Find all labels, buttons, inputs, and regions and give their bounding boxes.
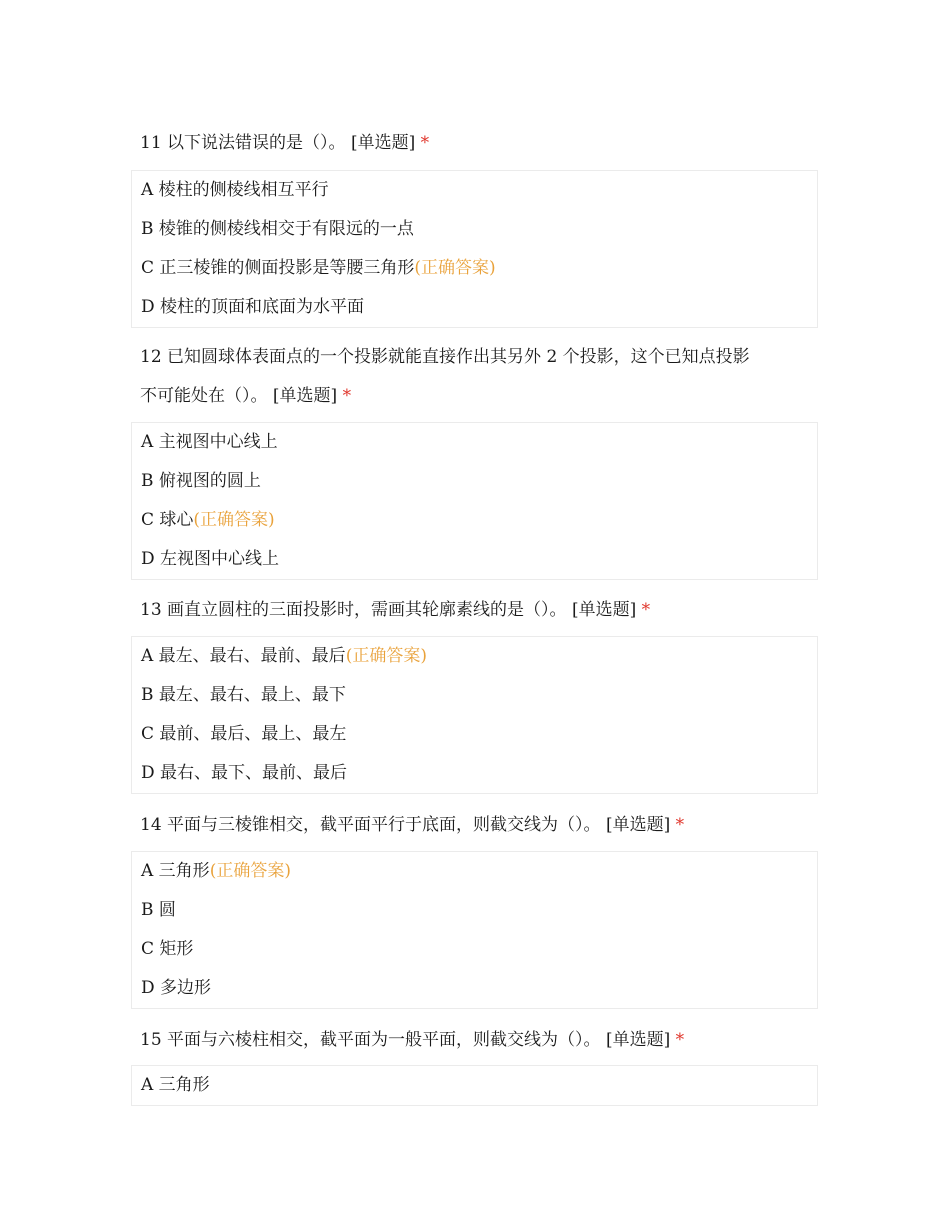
options-box <box>131 422 818 580</box>
correct-answer-mark: (正确答案) <box>209 861 291 881</box>
question-type: [单选题] <box>571 600 637 620</box>
options-box <box>131 851 818 1009</box>
required-mark: * <box>342 386 352 406</box>
question-title: 14 平面与三棱锥相交，截平面平行于底面，则截交线为（）。 [单选题] * <box>140 815 685 835</box>
option-c[interactable]: C 正三棱锥的侧面投影是等腰三角形(正确答案) <box>141 258 496 278</box>
option-d[interactable]: D 最右、最下、最前、最后 <box>141 763 348 783</box>
option-b[interactable]: B 最左、最右、最上、最下 <box>141 685 346 705</box>
options-box <box>131 170 818 328</box>
option-b[interactable]: B 棱锥的侧棱线相交于有限远的一点 <box>141 219 414 239</box>
question-title: 15 平面与六棱柱相交，截平面为一般平面，则截交线为（）。 [单选题] * <box>140 1030 685 1050</box>
option-a[interactable]: A 三角形 <box>141 1075 210 1095</box>
required-mark: * <box>420 133 430 153</box>
correct-answer-mark: (正确答案) <box>414 258 496 278</box>
question-type: [单选题] <box>605 815 671 835</box>
question-11 <box>140 124 820 317</box>
correct-answer-mark: (正确答案) <box>193 510 275 530</box>
correct-answer-mark: (正确答案) <box>345 646 427 666</box>
option-b[interactable]: B 圆 <box>141 900 176 920</box>
question-type: [单选题] <box>350 133 416 153</box>
option-d[interactable]: D 多边形 <box>141 978 212 998</box>
question-type: [单选题] <box>605 1030 671 1050</box>
option-d[interactable]: D 左视图中心线上 <box>141 549 280 569</box>
option-c[interactable]: C 矩形 <box>141 939 194 959</box>
question-type: [单选题] <box>272 386 338 406</box>
question-title: 11 以下说法错误的是（）。 [单选题] * <box>140 133 430 153</box>
question-15 <box>140 1021 820 1095</box>
question-title: 12 已知圆球体表面点的一个投影就能直接作出其另外 2 个投影，这个已知点投影 <box>140 347 750 367</box>
question-14 <box>140 806 820 998</box>
options-box <box>131 1065 818 1106</box>
options-box <box>131 636 818 794</box>
required-mark: * <box>675 1030 685 1050</box>
option-c[interactable]: C 球心(正确答案) <box>141 510 275 530</box>
option-a[interactable]: A 主视图中心线上 <box>141 432 278 452</box>
option-a[interactable]: A 棱柱的侧棱线相互平行 <box>141 180 329 200</box>
option-c[interactable]: C 最前、最后、最上、最左 <box>141 724 347 744</box>
option-a[interactable]: A 三角形(正确答案) <box>141 861 291 881</box>
question-title: 13 画直立圆柱的三面投影时，需画其轮廓素线的是（）。 [单选题] * <box>140 600 651 620</box>
option-d[interactable]: D 棱柱的顶面和底面为水平面 <box>141 297 365 317</box>
question-title-continued: 不可能处在（）。 [单选题] * <box>140 386 352 406</box>
option-b[interactable]: B 俯视图的圆上 <box>141 471 261 491</box>
question-12 <box>140 338 820 569</box>
required-mark: * <box>641 600 651 620</box>
option-a[interactable]: A 最左、最右、最前、最后(正确答案) <box>141 646 427 666</box>
question-13 <box>140 591 820 783</box>
required-mark: * <box>675 815 685 835</box>
